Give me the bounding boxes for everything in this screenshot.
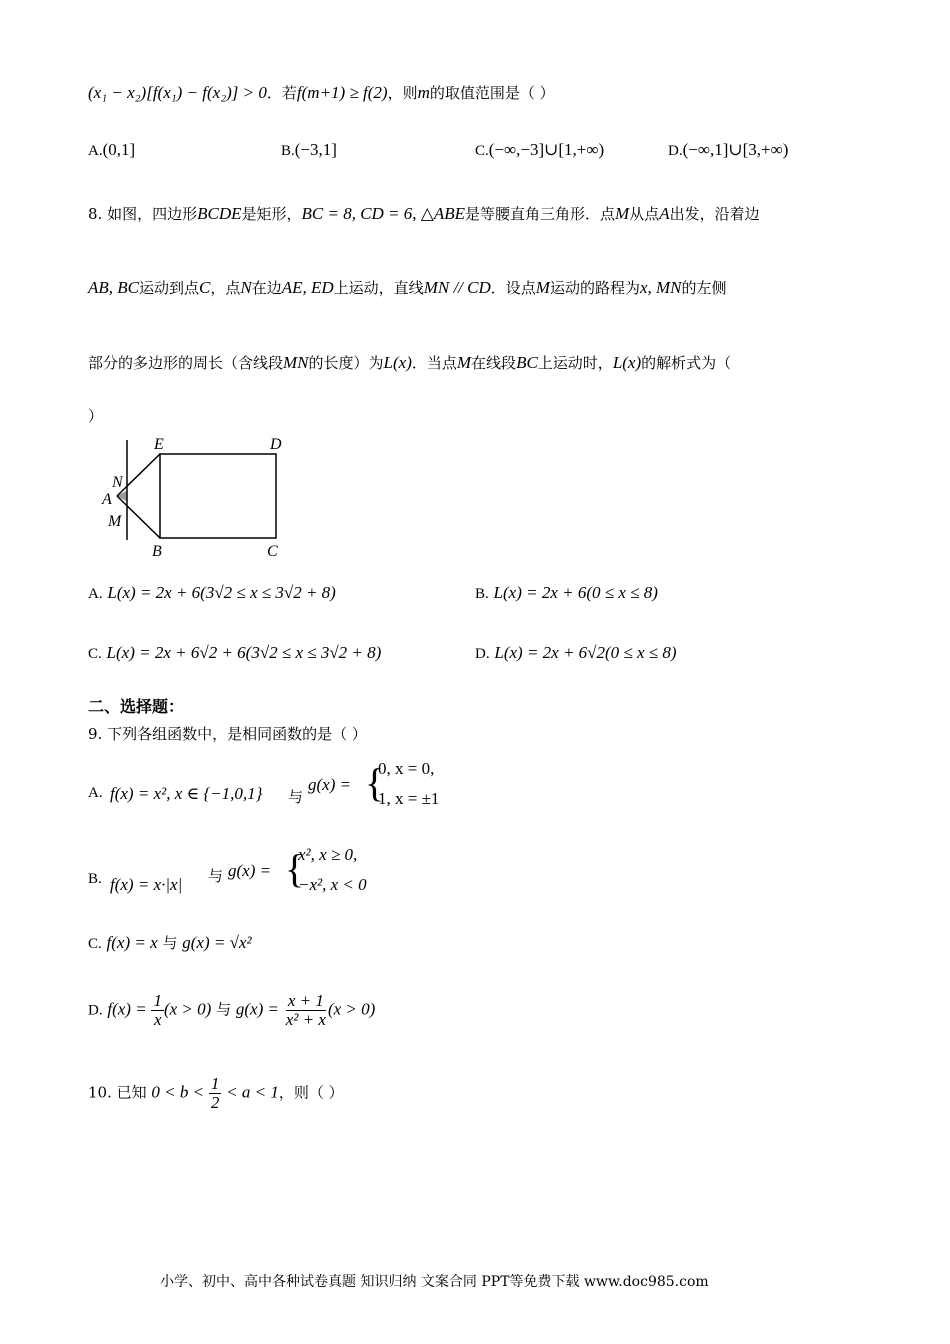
page-footer: 小学、初中、高中各种试卷真题 知识归纳 文案合同 PPT等免费下载 www.doc985.com	[160, 1274, 709, 1290]
q7-option-c-value: (−∞,−3]∪[1,+∞)	[488, 140, 605, 159]
q7-variable: m	[417, 83, 430, 102]
q7-option-d-value: (−∞,1]∪[3,+∞)	[682, 140, 789, 159]
q7-condition: (x₁ − x₂)[f(x₁) − f(x₂)] > 0	[88, 83, 267, 102]
q8-line-4: ）	[88, 407, 104, 425]
label-d: D	[270, 436, 282, 453]
q7-option-d[interactable]: D.(−∞,1]∪[3,+∞)	[668, 140, 789, 159]
q9-stem: 9. 下列各组函数中，是相同函数的是（ ）	[88, 725, 367, 743]
label-b: B	[152, 543, 162, 560]
q7-option-a[interactable]: A.(0,1]	[88, 140, 136, 159]
q8-figure	[90, 432, 300, 562]
rectangle-bcde	[160, 454, 276, 538]
q7-text-3: 的取值范围是（ ）	[429, 84, 555, 102]
q8-option-d[interactable]: D. L(x) = 2x + 6√2(0 ≤ x ≤ 8)	[475, 643, 677, 662]
q8-line-2: AB, BC运动到点C，点N在边AE, ED上运动，直线MN // CD．设点M运动的路程为x, MN的左侧	[88, 278, 727, 297]
q7-stem	[88, 82, 555, 103]
label-a: A	[102, 491, 112, 508]
q8-option-a[interactable]: A. L(x) = 2x + 6(3√2 ≤ x ≤ 3√2 + 8)	[88, 583, 336, 602]
q7-option-c[interactable]: C.(−∞,−3]∪[1,+∞)	[475, 140, 605, 159]
q7-text-1: ．若	[266, 84, 297, 102]
q9-option-c[interactable]: C. f(x) = x 与 g(x) = √x²	[88, 933, 252, 952]
q8-line-3: 部分的多边形的周长（含线段MN的长度）为L(x)．当点M在线段BC上运动时，L(x)的解析式为（	[88, 353, 732, 372]
q8-option-c[interactable]: C. L(x) = 2x + 6√2 + 6(3√2 ≤ x ≤ 3√2 + 8)	[88, 643, 382, 662]
q7-option-a-value: (0,1]	[102, 140, 136, 159]
label-n: N	[112, 474, 123, 491]
q7-expression: f(m+1) ≥ f(2)	[296, 83, 388, 102]
q8-option-b[interactable]: B. L(x) = 2x + 6(0 ≤ x ≤ 8)	[475, 583, 658, 602]
label-m: M	[108, 513, 122, 530]
section-title: 二、选择题：	[88, 697, 185, 716]
q10-stem: 10. 已知 0 < b < $\frac{1}{2}$ < a < 1，则（ ）	[88, 1074, 344, 1112]
q7-option-b-value: (−3,1]	[294, 140, 337, 159]
q9-option-d[interactable]: D. f(x) = $\frac{1}{x}$ (x > 0) 与 g(x) = $\frac{x + 1}{\text{x² + x}}$ (x > 0)	[88, 991, 376, 1029]
label-c: C	[267, 543, 278, 560]
q8-line-1: 8. 如图，四边形BCDE是矩形，BC = 8, CD = 6, △ABE是等腰直角三角形．点M从点A出发，沿着边	[88, 204, 760, 223]
q7-text-2: ，则	[387, 84, 418, 102]
q7-option-b[interactable]: B.(−3,1]	[281, 140, 337, 159]
label-e: E	[154, 436, 164, 453]
